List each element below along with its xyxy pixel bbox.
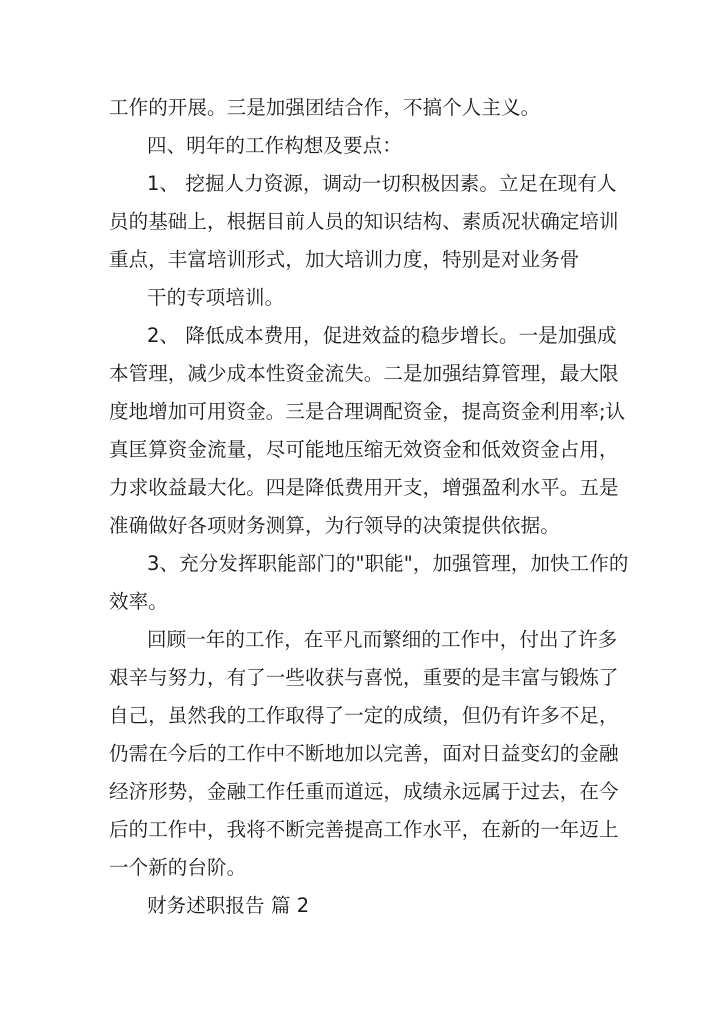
text-line-12: 准确做好各项财务测算，为行领导的决策提供依据。 — [109, 514, 560, 537]
text-line-20: 后的工作中，我将不断完善提高工作水平，在新的一年迈上 — [109, 818, 619, 841]
text-line-15: 回顾一年的工作，在平凡而繁细的工作中，付出了许多 — [147, 628, 618, 651]
text-line-6: 干的专项培训。 — [147, 286, 285, 309]
text-line-21: 一个新的台阶。 — [109, 856, 247, 879]
text-line-4: 员的基础上，根据目前人员的知识结构、素质况状确定培训 — [109, 210, 619, 233]
text-line-16: 艰辛与努力，有了一些收获与喜悦，重要的是丰富与锻炼了 — [109, 666, 619, 689]
text-line-17: 自己，虽然我的工作取得了一定的成绩，但仍有许多不足， — [109, 704, 619, 727]
text-line-10: 真匡算资金流量，尽可能地压缩无效资金和低效资金占用， — [109, 438, 619, 461]
text-line-18: 仍需在今后的工作中不断地加以完善，面对日益变幻的金融 — [109, 742, 619, 765]
text-line-19: 经济形势，金融工作任重而道远，成绩永远属于过去，在今 — [109, 780, 619, 803]
text-line-9: 度地增加可用资金。三是合理调配资金，提高资金利用率;认 — [109, 400, 626, 423]
text-line-13: 3、充分发挥职能部门的"职能"，加强管理，加快工作的 — [147, 552, 629, 575]
section-title-part-2: 财务述职报告 篇 2 — [147, 894, 310, 917]
text-line-3: 1、 挖掘人力资源，调动一切积极因素。立足在现有人 — [147, 172, 617, 195]
text-line-7: 2、 降低成本费用，促进效益的稳步增长。一是加强成 — [147, 324, 617, 347]
text-line-14: 效率。 — [109, 590, 168, 613]
text-line-8: 本管理，减少成本性资金流失。二是加强结算管理，最大限 — [109, 362, 619, 385]
section-heading-plan: 四、明年的工作构想及要点： — [147, 134, 402, 157]
text-line-1: 工作的开展。三是加强团结合作，不搞个人主义。 — [109, 96, 541, 119]
text-line-11: 力求收益最大化。四是降低费用开支，增强盈利水平。五是 — [109, 476, 619, 499]
text-line-5: 重点，丰富培训形式，加大培训力度，特别是对业务骨 — [109, 248, 580, 271]
